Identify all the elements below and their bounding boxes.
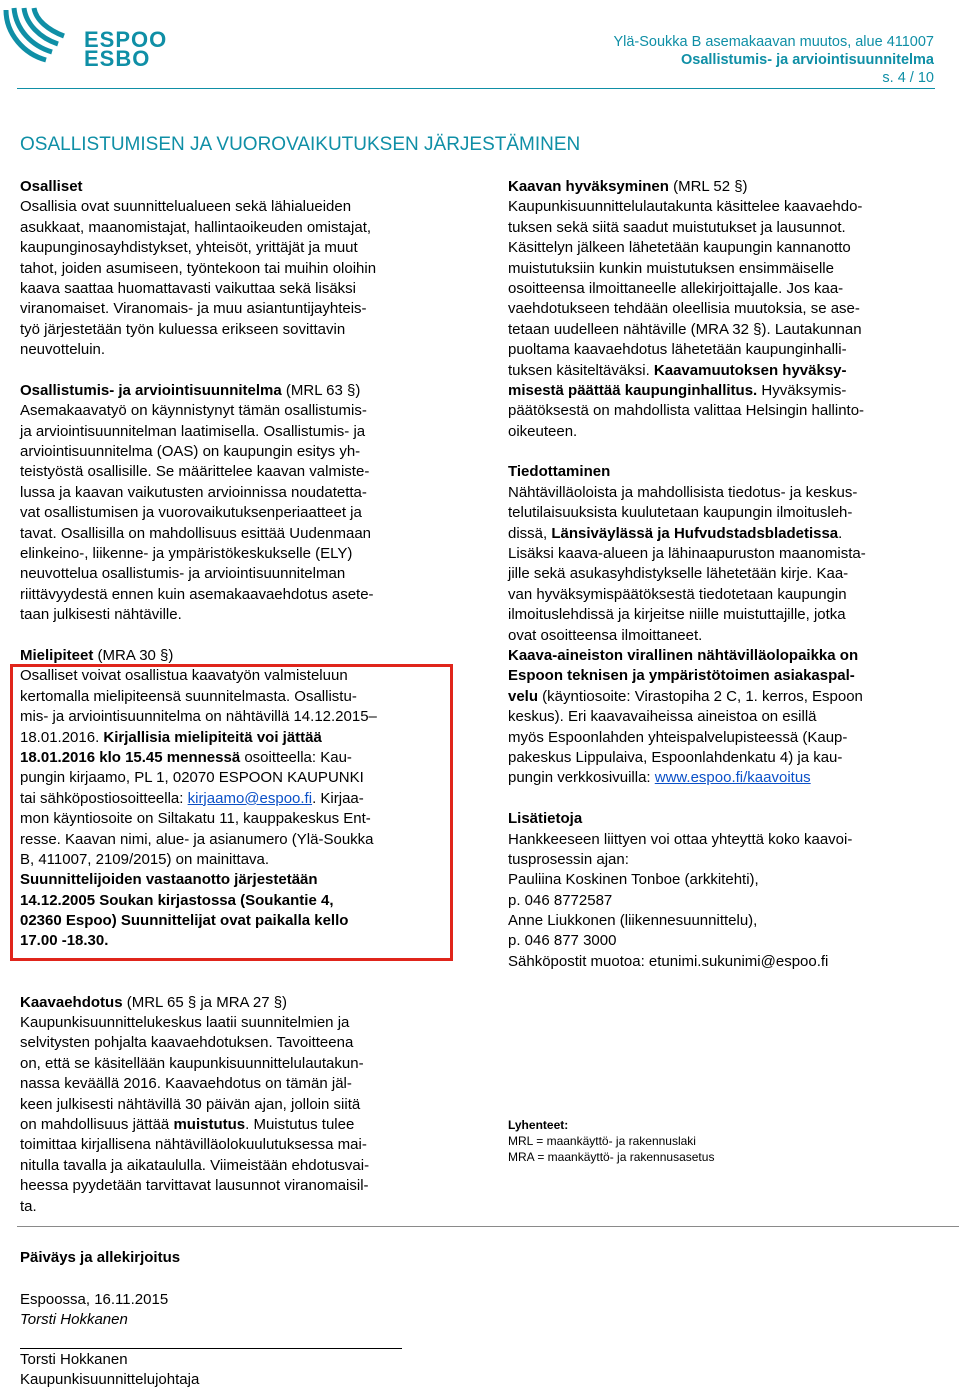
hyvaksyminen-text: Hyväksymis- — [757, 381, 847, 399]
lisatietoja-line: Sähköpostit muotoa: etunimi.sukunimi@espoo.fi — [508, 952, 829, 970]
kaavaehdotus-line: heessa pyydetään tarvittavat lausunnot viranomaisil- — [20, 1177, 369, 1195]
lisatietoja-line: tusprosessin ajan: — [508, 850, 629, 868]
mielipiteet-bold: Kirjallisia mielipiteitä voi jättää — [103, 728, 322, 746]
signature-place-date: Espoossa, 16.11.2015 — [20, 1291, 169, 1308]
oas-line: arviointisuunnitelma (OAS) on kaupungin esitys yh- — [20, 443, 361, 461]
hyvaksyminen-line — [508, 361, 938, 381]
tiedottaminen-text: . — [838, 524, 843, 542]
document-subtitle: Osallistumis- ja arviointisuunnitelma — [680, 51, 934, 68]
kaavaehdotus-heading-bold: Kaavaehdotus — [20, 993, 123, 1011]
email-link[interactable]: kirjaamo@espoo.fi — [187, 789, 313, 807]
oas-line: elinkeino-, liikenne- ja ympäristökeskukselle (ELY) — [20, 545, 353, 563]
lisatietoja-line: p. 046 877 3000 — [508, 932, 617, 950]
kaavaehdotus-line: Kaupunkisuunnittelukeskus laatii suunnitelmien ja — [20, 1014, 350, 1032]
tiedottaminen-line: Nähtävilläoloista ja mahdollisista tiedotus- ja keskus- — [508, 483, 858, 501]
page-number: s. 4 / 10 — [882, 69, 934, 86]
mielipiteet-text: osoitteella: Kau- — [240, 748, 352, 766]
tiedottaminen-line: keskus). Eri kaavavaiheissa aineistoa on esillä — [508, 708, 817, 726]
oas-line: Asemakaavatyö on käynnistynyt tämän osallistumis- — [20, 402, 367, 420]
signature-name: Torsti Hokkanen — [20, 1351, 128, 1368]
kaavaehdotus-heading-ref: (MRL 65 § ja MRA 27 §) — [122, 993, 288, 1011]
lisatietoja-heading: Lisätietoja — [508, 810, 583, 828]
hyvaksyminen-line: vaehdotukseen tehdään oleellisia muutoksia, se ase- — [508, 300, 860, 318]
tiedottaminen-line: jille sekä asukasyhdistykselle lähetetään kirje. Kaa- — [508, 565, 849, 583]
mielipiteet-text: . Kirjaa- — [312, 789, 364, 807]
hyvaksyminen-bold: misestä päättää kaupunginhallitus. — [508, 381, 758, 399]
mielipiteet-line: kertomalla mielipiteensä suunnitelmasta. Osallistu- — [20, 687, 357, 705]
tiedottaminen-line: Kaava-aineiston virallinen nähtävilläolopaikka on — [508, 646, 859, 664]
tiedottaminen-line: van hyväksymispäätöksestä tiedotetaan kaupungin — [508, 585, 847, 603]
hyvaksyminen-bold: Kaavamuutoksen hyväksy- — [653, 361, 847, 379]
document-title: Ylä-Soukka B asemakaavan muutos, alue 411007 — [613, 34, 934, 50]
oas-line: riittävyydestä ennen kuin asemakaavaehdotus asete- — [20, 585, 374, 603]
tiedottaminen-line — [508, 687, 938, 707]
right-column — [508, 177, 938, 972]
abbreviations-heading: Lyhenteet: — [508, 1118, 569, 1132]
hyvaksyminen-line: tetaan uudelleen nähtäville (MRA 32 §). Lautakunnan — [508, 320, 862, 338]
oas-line: tavat. Osallisilla on mahdollisuus esittää Uudenmaan — [20, 524, 372, 542]
mielipiteet-heading-ref: (MRA 30 §) — [93, 646, 174, 664]
hyvaksyminen-line: Kaupunkisuunnittelulautakunta käsittelee kaavaehdo- — [508, 198, 863, 216]
osalliset-line: kaava saattaa huomattavasti vaikuttaa sekä lisäksi — [20, 279, 357, 297]
kaavaehdotus-line: on, että se käsitellään kaupunkisuunnittelulautakun- — [20, 1054, 364, 1072]
abbreviation-mrl: MRL = maankäyttö- ja rakennuslaki — [508, 1134, 696, 1148]
oas-heading-bold: Osallistumis- ja arviointisuunnitelma — [20, 381, 282, 399]
kaavaehdotus-line: toimittaa kirjallisena nähtävilläolokuulutuksessa mai- — [20, 1136, 367, 1154]
lisatietoja-line: Pauliina Koskinen Tonboe (arkkitehti), — [508, 871, 759, 889]
oas-line: ja arviointisuunnitelman laatimisella. Osallistumis- ja — [20, 422, 366, 440]
kaavaehdotus-line: nassa keväällä 2016. Kaavaehdotus on tämän jäl- — [20, 1075, 352, 1093]
oas-line: taan julkisesti nähtäville. — [20, 606, 182, 624]
kaavaehdotus-text: . Muistutus tulee — [245, 1115, 355, 1133]
espoo-logo — [2, 4, 168, 71]
kaavaehdotus-text: on mahdollisuus jättää — [20, 1115, 174, 1133]
osalliset-line: Osallisia ovat suunnittelualueen sekä lähialueiden — [20, 198, 352, 216]
mielipiteet-text: 18.01.2016. — [20, 728, 104, 746]
kaavaehdotus-bold: muistutus — [173, 1115, 246, 1133]
footer-divider — [17, 1226, 959, 1227]
mielipiteet-line: B, 411007, 2109/2015) on mainittava. — [20, 850, 270, 868]
tiedottaminen-text: pungin verkkosivuilla: — [508, 769, 655, 787]
tiedottaminen-line: myös Espoonlahden yhteispalvelupisteessä (Kaup- — [508, 728, 848, 746]
tiedottaminen-line: telutilaisuuksista kuulutetaan kaupungin ilmoitusleh- — [508, 504, 853, 522]
hyvaksyminen-heading-ref: (MRL 52 §) — [668, 178, 748, 195]
tiedottaminen-line: ovat osoitteensa ilmoittaneet. — [508, 626, 703, 644]
kaavaehdotus-line: keen julkisesti nähtävillä 30 päivän ajan, jolloin siitä — [20, 1095, 361, 1113]
mielipiteet-highlight-box — [10, 664, 453, 961]
hyvaksyminen-line: oikeuteen. — [508, 422, 578, 440]
lisatietoja-line: p. 046 8772587 — [508, 891, 613, 909]
section-title: OSALLISTUMISEN JA VUOROVAIKUTUKSEN JÄRJESTÄMINEN — [20, 134, 581, 155]
mielipiteet-line: pungin kirjaamo, PL 1, 02070 ESPOON KAUPUNKI — [20, 769, 364, 787]
oas-line: lussa ja kaavan vaikutusten arvioinnissa noudatetta- — [20, 483, 367, 501]
hyvaksyminen-line: puoltama kaavaehdotus lähetetään kaupunginhalli- — [508, 341, 847, 359]
mielipiteet-line: 17.00 -18.30. — [20, 932, 109, 950]
page-header — [613, 34, 934, 87]
abbreviation-mra: MRA = maankäyttö- ja rakennusasetus — [508, 1150, 715, 1164]
osalliset-line: viranomaiset. Viranomais- ja muu asiantuntijayhteis- — [20, 300, 367, 318]
osalliset-line: tahot, joiden asumiseen, työntekoon tai muihin oloihin — [20, 259, 377, 277]
signature-line — [20, 1348, 402, 1349]
osalliset-heading: Osalliset — [20, 178, 83, 195]
hyvaksyminen-line: tuksen sekä siitä saadut muistutukset ja lausunnot. — [508, 218, 846, 236]
tiedottaminen-bold: Länsiväylässä ja Hufvudstadsbladetissa — [551, 524, 839, 542]
tiedottaminen-heading: Tiedottaminen — [508, 463, 611, 481]
kaavaehdotus-line: selvitysten pohjalta kaavaehdotuksen. Tavoitteena — [20, 1034, 354, 1052]
lisatietoja-line: Anne Liukkonen (liikennesuunnittelu), — [508, 912, 758, 930]
hyvaksyminen-line: osoitteensa ilmoittaneelle allekirjoittajalle. Jos kaa- — [508, 279, 844, 297]
mielipiteet-line: Suunnittelijoiden vastaanotto järjestetään — [20, 871, 318, 889]
mielipiteet-line: resse. Kaavan nimi, alue- ja asianumero (Ylä-Soukka — [20, 830, 374, 848]
mielipiteet-line: mis- ja arviointisuunnitelma on nähtävillä 14.12.2015– — [20, 708, 377, 726]
osalliset-line: neuvotteluin. — [20, 341, 106, 359]
osalliset-line: asukkaat, maanomistajat, hallintaoikeuden omistajat, — [20, 218, 372, 236]
mielipiteet-line: 14.12.2005 Soukan kirjastossa (Soukantie 4, — [20, 891, 334, 909]
espoo-logo-mark-icon — [2, 4, 82, 66]
mielipiteet-heading-bold: Mielipiteet — [20, 646, 94, 664]
hyvaksyminen-text: tuksen käsiteltäväksi. — [508, 361, 654, 379]
signature-heading: Päiväys ja allekirjoitus — [20, 1249, 181, 1266]
kaavaehdotus-line — [20, 1115, 470, 1135]
oas-line: neuvottelua osallistumis- ja arviointisuunnitelman — [20, 565, 346, 583]
oas-heading-ref: (MRL 63 §) — [281, 381, 361, 399]
lisatietoja-line: Hankkeeseen liittyen voi ottaa yhteyttä koko kaavoi- — [508, 830, 853, 848]
tiedottaminen-line: Lisäksi kaava-alueen ja lähinaapuruston maanomista- — [508, 545, 866, 563]
oas-line: vat osallistumisen ja vuorovaikutuksenperiaatteet ja — [20, 504, 362, 522]
mielipiteet-text: tai sähköpostiosoitteella: — [20, 789, 188, 807]
logo-line-2: ESBO — [84, 46, 151, 71]
mielipiteet-line: Osalliset voivat osallistua kaavatyön valmisteluun — [20, 667, 348, 685]
hyvaksyminen-line: Käsittelyn jälkeen lähetetään kaupungin kannanotto — [508, 239, 851, 257]
hyvaksyminen-heading-bold: Kaavan hyväksyminen — [508, 178, 669, 195]
header-divider — [17, 88, 935, 89]
oas-heading — [20, 381, 470, 401]
hyvaksyminen-line: muistutuksiin kunkin muistutuksen ensimmäiselle — [508, 259, 834, 277]
tiedottaminen-line: Espoon teknisen ja ympäristötoimen asiakaspal- — [508, 667, 855, 685]
hyvaksyminen-line — [508, 381, 938, 401]
kaavaehdotus-heading — [20, 993, 470, 1013]
tiedottaminen-line: ilmoituslehdissä ja kirjeitse niille muistuttajille, jotka — [508, 606, 846, 624]
tiedottaminen-line: pakeskus Lippulaiva, Espoonlahdenkatu 4) ja kau- — [508, 748, 843, 766]
tiedottaminen-line — [508, 768, 938, 788]
tiedottaminen-bold: velu — [508, 687, 539, 705]
website-link[interactable]: www.espoo.fi/kaavoitus — [654, 769, 811, 787]
mielipiteet-line: mon käyntiosoite on Siltakatu 11, kauppakeskus Ent- — [20, 810, 371, 828]
signature-handwritten-name: Torsti Hokkanen — [20, 1311, 128, 1328]
abbreviations — [508, 1117, 714, 1165]
kaavaehdotus-line: ta. — [20, 1197, 37, 1215]
tiedottaminen-text: dissä, — [508, 524, 552, 542]
hyvaksyminen-line: päätöksestä on mahdollista valittaa Helsingin hallinto- — [508, 402, 865, 420]
tiedottaminen-line — [508, 524, 938, 544]
tiedottaminen-text: (käyntiosoite: Virastopiha 2 C, 1. kerros, Espoon — [538, 687, 863, 705]
mielipiteet-deadline: 18.01.2016 klo 15.45 mennessä — [20, 748, 241, 766]
oas-line: teistyöstä osallisille. Se määrittelee kaavan valmiste- — [20, 463, 370, 481]
osalliset-line: kaupunginosayhdistykset, yhteisöt, yrittäjät ja muut — [20, 239, 358, 257]
logo-line-1: ESPOO — [84, 27, 168, 52]
osalliset-line: työ järjestetään työn kuluessa erikseen sovittavin — [20, 320, 346, 338]
mielipiteet-line: 02360 Espoo) Suunnittelijat ovat paikalla kello — [20, 912, 349, 930]
kaavaehdotus-line: nitulla tavalla ja aikataululla. Viimeistään ehdotusvai- — [20, 1156, 370, 1174]
hyvaksyminen-heading — [508, 177, 938, 197]
signature-role: Kaupunkisuunnittelujohtaja — [20, 1371, 200, 1388]
